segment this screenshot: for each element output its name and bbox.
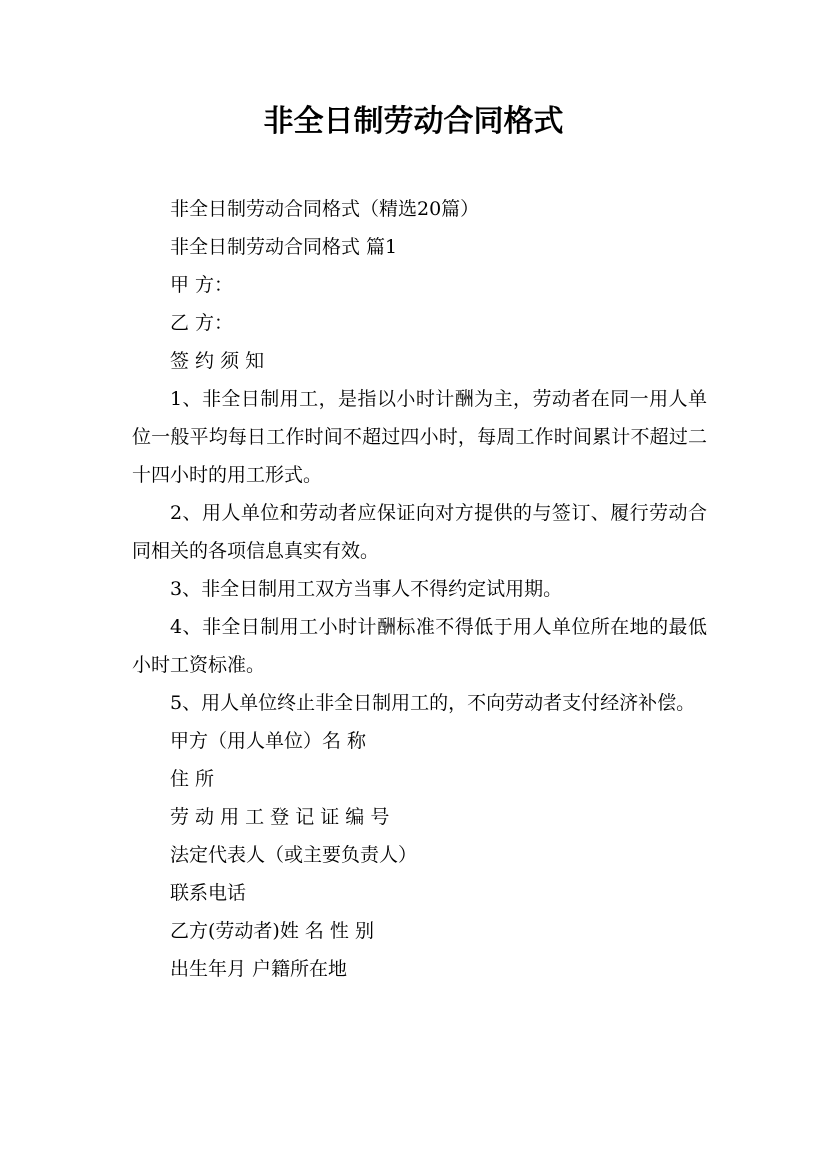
notice-item-1: 1、非全日制用工，是指以小时计酬为主，劳动者在同一用人单位一般平均每日工作时间不超过四小时，每周工作时间累计不超过二十四小时的用工形式。: [132, 388, 707, 486]
registration-number-line: 劳 动 用 工 登 记 证 编 号: [170, 806, 390, 828]
phone-line: 联系电话: [170, 882, 247, 904]
notice-item-5: 5、用人单位终止非全日制用工的，不向劳动者支付经济补偿。: [170, 692, 696, 714]
notice-item-3: 3、非全日制用工双方当事人不得约定试用期。: [170, 578, 563, 600]
party-a-line: 甲 方：: [170, 274, 234, 296]
document-body: [132, 190, 707, 988]
notice-item-2: 2、用人单位和劳动者应保证向对方提供的与签订、履行劳动合同相关的各项信息真实有效。: [132, 502, 707, 562]
party-b-line: 乙 方：: [170, 312, 234, 334]
legal-representative-line: 法定代表人（或主要负责人）: [170, 844, 418, 866]
birth-line: 出生年月 户籍所在地: [170, 958, 348, 980]
chapter-line: 非全日制劳动合同格式 篇1: [170, 236, 398, 258]
party-b-name-line: 乙方(劳动者)姓 名 性 别: [170, 920, 374, 942]
subtitle-line: 非全日制劳动合同格式（精选20篇）: [170, 198, 480, 220]
notice-item-4: 4、非全日制用工小时计酬标准不得低于用人单位所在地的最低小时工资标准。: [132, 616, 707, 676]
notice-heading: 签 约 须 知: [170, 350, 265, 372]
address-line: 住 所: [170, 768, 215, 790]
party-a-name-line: 甲方（用人单位）名 称: [170, 730, 367, 752]
document-title: 非全日制劳动合同格式: [263, 104, 564, 139]
